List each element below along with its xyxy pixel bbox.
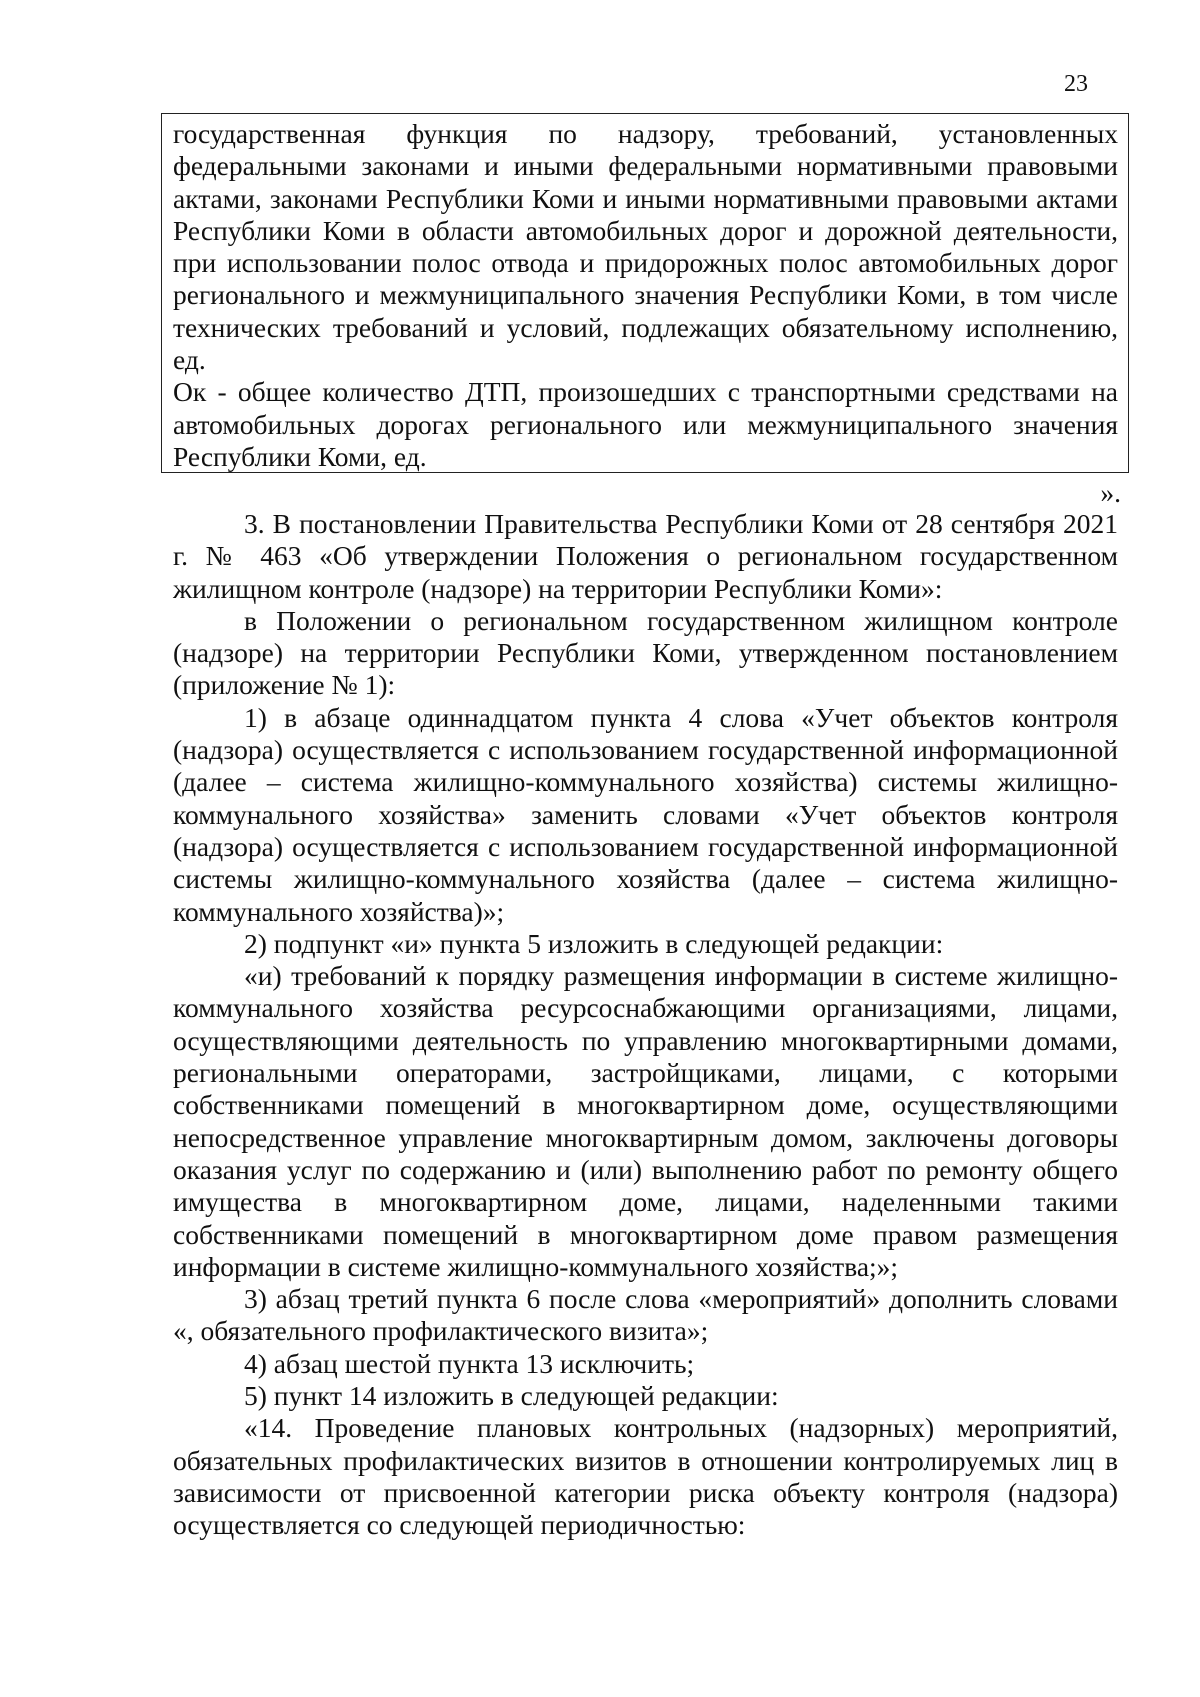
body-paragraph: 3. В постановлении Правительства Республики Коми от 28 сентября 2021 г. № 463 «Об утверждении Положения о региональном государственном жилищном контроле (надзоре) на территории Республики Коми»:	[173, 508, 1118, 604]
document-body	[173, 508, 1118, 1542]
body-paragraph: 4) абзац шестой пункта 13 исключить;	[244, 1347, 695, 1379]
boxed-text-block	[173, 118, 1118, 473]
body-paragraph: «и) требований к порядку размещения информации в системе жилищно-коммунального хозяйства ресурсоснабжающими организациями, лицами, осуществляющими деятельность по управлению многоквартирными домами, региональными операторами, застройщиками, лицами, с которыми собственниками помещений в многоквартирном доме, осуществляющими непосредственное управление многоквартирным домом, заключены договоры оказания услуг по содержанию и (или) выполнению работ по ремонту общего имущества в многоквартирном доме, лицами, наделенными такими собственниками помещений в многоквартирном доме правом размещения информации в системе жилищно-коммунального хозяйства;»;	[173, 960, 1118, 1282]
body-paragraph: 5) пункт 14 изложить в следующей редакции:	[244, 1380, 779, 1412]
boxed-paragraph: государственная функция по надзору, требований, установленных федеральными законами и иными федеральными нормативными правовыми актами, законами Республики Коми и иными нормативными правовыми актами Республики Коми в области автомобильных дорог и дорожной деятельности, при использовании полос отвода и придорожных полос автомобильных дорог регионального и межмуниципального значения Республики Коми, в том числе технических требований и условий, подлежащих обязательному исполнению, ед.	[173, 118, 1118, 376]
body-paragraph: в Положении о региональном государственном жилищном контроле (надзоре) на территории Республики Коми, утвержденном постановлением (приложение № 1):	[173, 604, 1118, 701]
body-paragraph: 2) подпункт «и» пункта 5 изложить в следующей редакции:	[244, 927, 944, 959]
body-paragraph: 3) абзац третий пункта 6 после слова «мероприятий» дополнить словами «, обязательного профилактического визита»;	[173, 1283, 1118, 1347]
closing-quote: ».	[1100, 477, 1121, 508]
boxed-paragraph: Ок - общее количество ДТП, произошедших с транспортными средствами на автомобильных дорогах регионального или межмуниципального значения Республики Коми, ед.	[173, 376, 1118, 472]
page-number: 23	[1064, 71, 1088, 97]
body-paragraph: «14. Проведение плановых контрольных (надзорных) мероприятий, обязательных профилактических визитов в отношении контролируемых лиц в зависимости от присвоенной категории риска объекту контроля (надзора) осуществляется со следующей периодичностью:	[173, 1412, 1118, 1541]
body-paragraph: 1) в абзаце одиннадцатом пункта 4 слова «Учет объектов контроля (надзора) осуществляется с использованием государственной информационной (далее – система жилищно-коммунального хозяйства) системы жилищно-коммунального хозяйства» заменить словами «Учет объектов контроля (надзора) осуществляется с использованием государственной информационной системы жилищно-коммунального хозяйства (далее – система жилищно-коммунального хозяйства)»;	[173, 701, 1118, 927]
